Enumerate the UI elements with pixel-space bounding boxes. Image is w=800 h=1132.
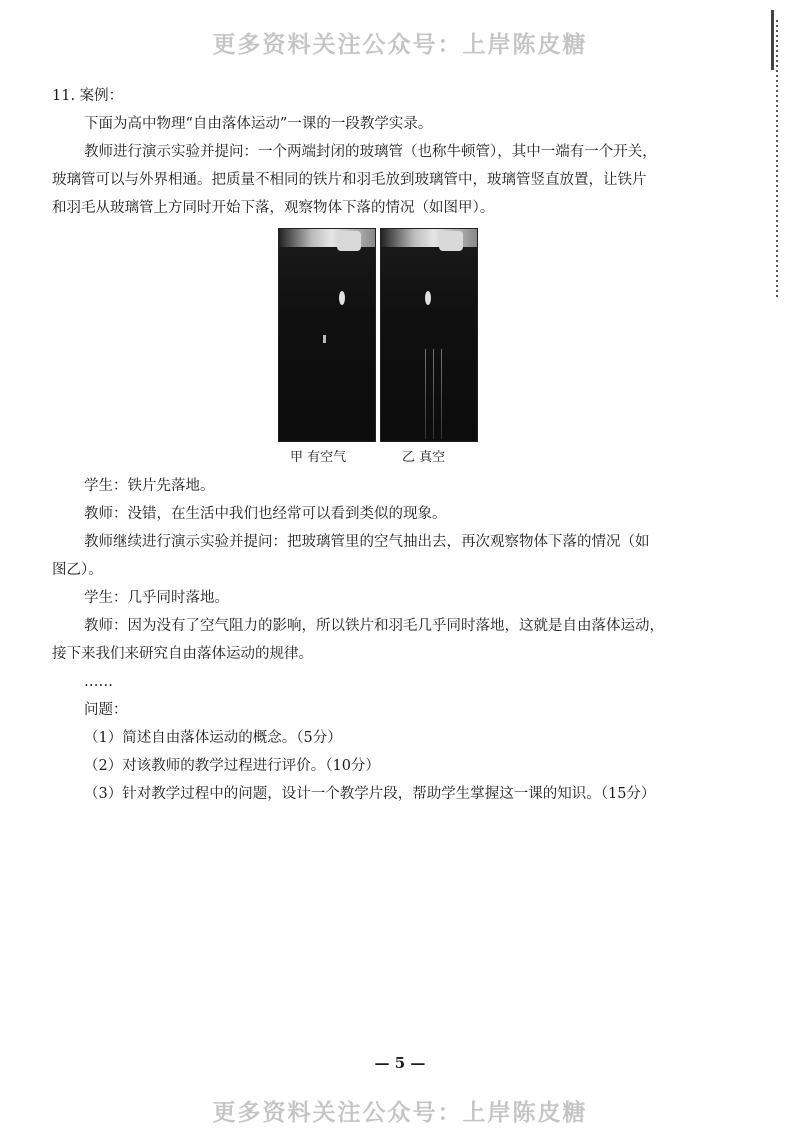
scan-edge-mark xyxy=(771,10,774,70)
dialogue-line: 教师继续进行演示实验并提问：把玻璃管里的空气抽出去，再次观察物体下落的情况（如 xyxy=(84,534,650,550)
watermark-bottom: 更多资料关注公众号：上岸陈皮糖 xyxy=(212,1100,588,1126)
dialogue-line: 学生：几乎同时落地。 xyxy=(84,590,229,606)
dialogue-line: 学生：铁片先落地。 xyxy=(84,478,215,494)
dialogue-line: 教师：没错，在生活中我们也经常可以看到类似的现象。 xyxy=(84,506,447,522)
scan-edge-dotted-mark xyxy=(776,20,778,300)
watermark-top: 更多资料关注公众号：上岸陈皮糖 xyxy=(212,32,588,58)
caption-with-air: 甲 有空气 xyxy=(290,450,347,465)
question-content xyxy=(52,82,722,808)
newton-tube-figure xyxy=(52,228,722,468)
dialogue-line-continued: 图乙）。 xyxy=(52,562,103,578)
dialogue-line: 教师：因为没有了空气阻力的影响，所以铁片和羽毛几乎同时落地，这就是自由落体运动， xyxy=(84,618,664,634)
question-heading: 11. 案例： xyxy=(52,88,124,104)
caption-vacuum: 乙 真空 xyxy=(402,450,446,465)
experiment-paragraph-line-1: 教师进行演示实验并提问：一个两端封闭的玻璃管（也称牛顿管），其中一端有一个开关， xyxy=(84,144,657,160)
page-number: — 5 — xyxy=(374,1054,426,1072)
problem-label: 问题： xyxy=(84,702,128,718)
experiment-paragraph-line-3: 和羽毛从玻璃管上方同时开始下落，观察物体下落的情况（如图甲）。 xyxy=(52,200,495,216)
question-item: （1）简述自由落体运动的概念。（5分） xyxy=(84,730,342,746)
photo-with-air xyxy=(278,228,376,442)
question-item: （2）对该教师的教学过程进行评价。（10分） xyxy=(84,758,380,774)
dialogue-line-continued: 接下来我们来研究自由落体运动的规律。 xyxy=(52,646,313,662)
photo-vacuum xyxy=(380,228,478,442)
question-item: （3）针对教学过程中的问题，设计一个教学片段，帮助学生掌握这一课的知识。（15分） xyxy=(84,786,656,802)
experiment-paragraph-line-2: 玻璃管可以与外界相通。把质量不相同的铁片和羽毛放到玻璃管中，玻璃管竖直放置，让铁片 xyxy=(52,172,647,188)
intro-text: 下面为高中物理“自由落体运动”一课的一段教学实录。 xyxy=(84,116,433,132)
ellipsis: …… xyxy=(84,674,113,690)
